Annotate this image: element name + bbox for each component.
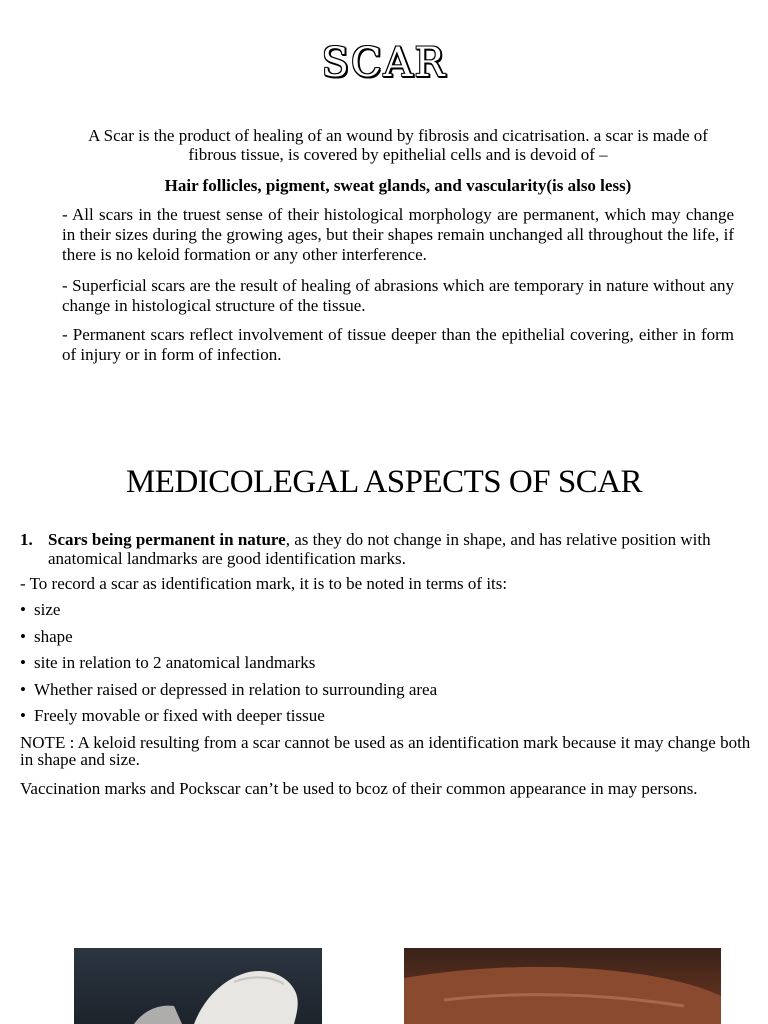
- list-item: [20, 600, 760, 627]
- scar-photo-hand: [74, 948, 322, 1024]
- list-item-text: Freely movable or fixed with deeper tissue: [34, 706, 325, 725]
- bullet-icon: •: [20, 706, 26, 725]
- list-item-text: shape: [34, 626, 73, 646]
- slide-medicolegal-aspects: [0, 420, 768, 1024]
- record-scar-instruction: - To record a scar as identification mark, it is to be noted in terms of its:: [20, 574, 508, 593]
- scar-photo-skin: [404, 948, 721, 1024]
- list-item: [20, 653, 760, 680]
- bullet-icon: •: [20, 653, 26, 672]
- list-item-text: size: [34, 600, 61, 619]
- list-item: [20, 680, 760, 707]
- keloid-note: NOTE : A keloid resulting from a scar cannot be used as an identification mark because it may change both in shape and size.: [20, 733, 751, 769]
- item-bold-text: Scars being permanent in nature: [48, 530, 286, 549]
- slide-title: MEDICOLEGAL ASPECTS OF SCAR: [125, 464, 643, 500]
- list-item-text: site in relation to 2 anatomical landmarks: [34, 653, 316, 672]
- list-item-text: Whether raised or depressed in relation to surrounding area: [34, 679, 438, 699]
- item-text: , as they do not change in shape, and has relative position with anatomical landmarks are good identification marks.: [48, 530, 711, 568]
- slide-scar: [0, 0, 768, 420]
- paragraph-permanent-scars: - All scars in the truest sense of their histological morphology are permanent, which may change in their sizes during the growing ages, but their shapes remain unchanged all throughout the life, if there is no keloid formation or any other interference.: [62, 205, 734, 264]
- item-body: [48, 530, 762, 568]
- bullet-icon: •: [20, 679, 26, 699]
- vaccination-note: Vaccination marks and Pockscar can’t be used to bcoz of their common appearance in may persons.: [20, 779, 698, 798]
- item-number: 1.: [20, 530, 33, 549]
- slide-title: SCAR: [321, 40, 447, 86]
- bullet-icon: •: [20, 600, 26, 619]
- numbered-item: [20, 530, 762, 568]
- paragraph-superficial-scars: - Superficial scars are the result of healing of abrasions which are temporary in nature without any change in histological structure of the tissue.: [62, 276, 734, 315]
- intro-text: A Scar is the product of healing of an wound by fibrosis and cicatrisation. a scar is made of fibrous tissue, is covered by epithelial cells and is devoid of –: [88, 126, 708, 164]
- bullet-icon: •: [20, 626, 26, 646]
- list-item: [20, 706, 760, 733]
- bullet-list: [20, 600, 760, 733]
- paragraph-deeper-involvement: - Permanent scars reflect involvement of tissue deeper than the epithelial covering, either in form of injury or in form of infection.: [62, 325, 734, 364]
- list-item: [20, 627, 760, 654]
- devoid-of-list: Hair follicles, pigment, sweat glands, and vascularity(is also less): [164, 176, 632, 195]
